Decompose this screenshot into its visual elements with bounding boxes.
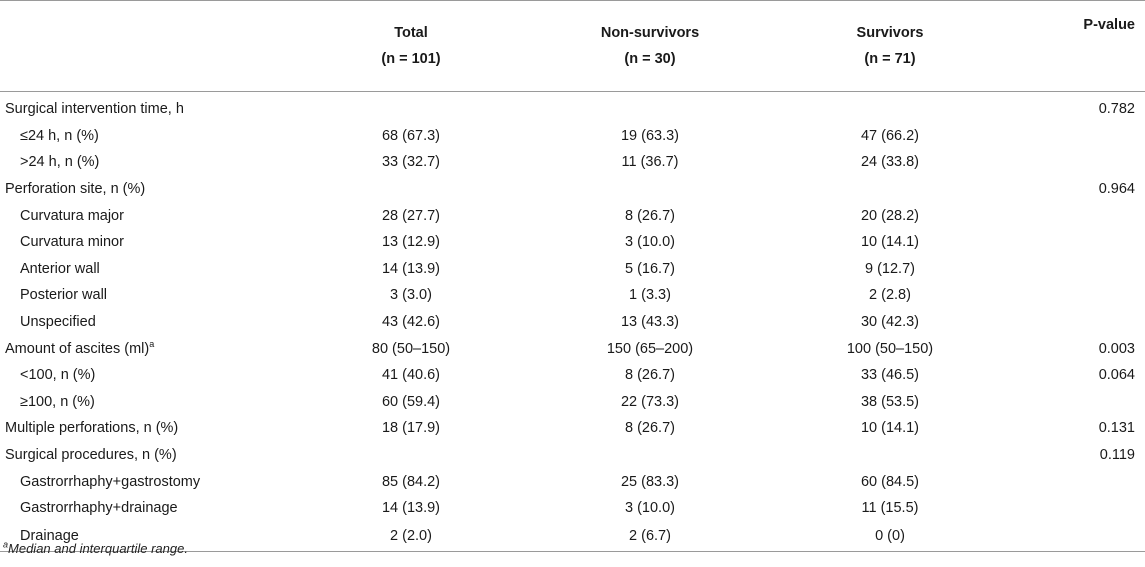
cell-total [292,256,530,283]
cell-total [292,282,530,309]
header-non-survivors [530,1,770,92]
cell-pvalue-text: 0.119 [1099,447,1135,464]
row-label [0,282,292,309]
cell-total [292,123,530,150]
cell-total-text: 60 (59.4) [381,393,441,410]
cell-total-text: 85 (84.2) [381,473,441,490]
cell-non-survivors [530,442,770,469]
cell-survivors [770,442,1010,469]
cell-survivors [770,202,1010,229]
cell-total-text: 43 (42.6) [381,314,441,331]
cell-pvalue [1010,468,1145,495]
row-label [0,202,292,229]
row-label-text: Curvatura minor [20,234,124,251]
cell-survivors-text: 30 (42.3) [860,314,920,331]
cell-total-text: 18 (17.9) [381,420,441,437]
table-row [0,309,1145,336]
table-row [0,256,1145,283]
table-row [0,282,1145,309]
cell-survivors-text: 24 (33.8) [860,154,920,171]
cell-survivors [770,149,1010,176]
cell-survivors-text: 9 (12.7) [865,260,915,277]
cell-survivors-text: 33 (46.5) [860,367,920,384]
cell-survivors [770,335,1010,362]
table-row [0,123,1145,150]
cell-total-text: 80 (50–150) [371,340,451,357]
row-label-text: ≥100, n (%) [20,393,95,410]
cell-non-survivors-text: 8 (26.7) [625,367,675,384]
row-label-text: Amount of ascites (ml) [5,340,150,357]
table-row [0,149,1145,176]
cell-non-survivors-text: 19 (63.3) [620,127,680,144]
cell-pvalue [1010,335,1145,362]
cell-pvalue [1010,389,1145,416]
cell-total [292,468,530,495]
cell-survivors-text: 11 (15.5) [861,500,919,517]
row-label-text: Gastrorrhaphy+drainage [20,500,178,517]
cell-non-survivors-text: 3 (10.0) [625,234,675,251]
row-label-text: <100, n (%) [20,367,96,384]
row-label-text: Surgical intervention time, h [5,101,184,118]
cell-survivors [770,229,1010,256]
cell-survivors-text: 0 (0) [875,528,905,544]
cell-non-survivors [530,389,770,416]
cell-survivors [770,468,1010,495]
cell-non-survivors [530,256,770,283]
cell-non-survivors-text: 8 (26.7) [625,420,675,437]
row-label-text: Perforation site, n (%) [5,181,146,198]
cell-total [292,202,530,229]
row-label [0,362,292,389]
cell-total-text: 28 (27.7) [381,207,441,224]
cell-pvalue [1010,229,1145,256]
row-label [0,176,292,203]
table-row [0,468,1145,495]
cell-survivors [770,123,1010,150]
cell-pvalue-text: 0.064 [1098,367,1135,384]
row-label-text: Curvatura major [20,207,124,224]
cell-non-survivors [530,495,770,522]
cell-pvalue [1010,362,1145,389]
row-label [0,229,292,256]
cell-pvalue [1010,309,1145,336]
table-row [0,92,1145,123]
cell-pvalue-text: 0.782 [1098,101,1135,118]
header-non-survivors-n: (n = 30) [624,51,676,67]
row-label-text: Anterior wall [20,260,100,277]
table-row [0,202,1145,229]
cell-pvalue [1010,176,1145,203]
cell-non-survivors-text: 5 (16.7) [625,260,675,277]
cell-survivors-text: 10 (14.1) [860,420,920,437]
cell-non-survivors [530,362,770,389]
cell-total-text: 2 (2.0) [390,528,432,544]
footnote-text: Median and interquartile range. [8,541,188,556]
cell-survivors-text: 60 (84.5) [860,473,920,490]
cell-survivors [770,495,1010,522]
row-label [0,149,292,176]
cell-total [292,229,530,256]
row-label-text: >24 h, n (%) [20,154,100,171]
header-survivors-label: Survivors [856,25,924,41]
row-label [0,335,292,362]
cell-non-survivors [530,229,770,256]
cell-survivors [770,309,1010,336]
cell-survivors-text: 47 (66.2) [860,127,920,144]
row-label [0,123,292,150]
table-row [0,176,1145,203]
row-label-footnote-mark: a [149,338,155,349]
table-row [0,229,1145,256]
cell-total [292,309,530,336]
table-row [0,389,1145,416]
cell-pvalue [1010,123,1145,150]
header-pvalue: P-value [1010,1,1145,92]
cell-non-survivors-text: 8 (26.7) [625,207,675,224]
cell-non-survivors [530,415,770,442]
row-label [0,389,292,416]
cell-survivors-text: 20 (28.2) [860,207,920,224]
cell-total-text: 14 (13.9) [381,500,441,517]
cell-survivors [770,415,1010,442]
cell-non-survivors-text: 11 (36.7) [621,154,679,171]
cell-total-text: 14 (13.9) [381,260,441,277]
header-total-n: (n = 101) [381,51,441,67]
row-label-text: Posterior wall [20,287,108,304]
cell-total [292,415,530,442]
cell-survivors [770,389,1010,416]
cell-total-text: 3 (3.0) [390,287,432,304]
cell-pvalue-text: 0.131 [1098,420,1135,437]
row-label [0,468,292,495]
cell-total [292,92,530,123]
cell-pvalue-text: 0.003 [1098,340,1135,357]
cell-pvalue [1010,282,1145,309]
cell-non-survivors [530,282,770,309]
cell-pvalue [1010,202,1145,229]
cell-total [292,149,530,176]
cell-pvalue [1010,256,1145,283]
cell-non-survivors-text: 3 (10.0) [625,500,675,517]
row-label-text: ≤24 h, n (%) [20,127,99,144]
row-label-text: Gastrorrhaphy+gastrostomy [20,473,201,490]
table-header [0,1,1145,92]
header-survivors [770,1,1010,92]
cell-non-survivors-text: 13 (43.3) [620,314,680,331]
cell-non-survivors-text: 1 (3.3) [629,287,671,304]
header-label-col [0,1,292,92]
cell-survivors [770,282,1010,309]
cell-survivors-text: 2 (2.8) [869,287,911,304]
cell-total-text: 68 (67.3) [381,127,441,144]
row-label-text: Surgical procedures, n (%) [5,447,177,464]
row-label [0,442,292,469]
table-row [0,495,1145,522]
cell-non-survivors-text: 22 (73.3) [620,393,680,410]
cell-pvalue [1010,415,1145,442]
table-row [0,335,1145,362]
cell-survivors [770,256,1010,283]
table-row [0,362,1145,389]
cell-total [292,176,530,203]
footnote-mark: a [3,539,9,550]
table-row [0,415,1145,442]
cell-survivors [770,522,1010,552]
cell-total [292,335,530,362]
cell-total [292,442,530,469]
cell-total-text: 13 (12.9) [381,234,441,251]
cell-total-text: 41 (40.6) [381,367,441,384]
header-total-label: Total [394,25,428,41]
cell-non-survivors-text: 25 (83.3) [620,473,680,490]
cell-non-survivors [530,123,770,150]
cell-non-survivors-text: 2 (6.7) [629,528,671,544]
cell-non-survivors [530,176,770,203]
header-survivors-n: (n = 71) [864,51,916,67]
cell-total [292,362,530,389]
cell-non-survivors [530,468,770,495]
table-row [0,442,1145,469]
cell-total [292,389,530,416]
cell-non-survivors [530,149,770,176]
cell-non-survivors [530,335,770,362]
table-footnote [3,541,188,556]
cell-pvalue [1010,442,1145,469]
cell-total [292,522,530,552]
cell-survivors [770,362,1010,389]
cell-non-survivors [530,522,770,552]
cell-total-text: 33 (32.7) [381,154,441,171]
cell-non-survivors [530,202,770,229]
cell-pvalue [1010,495,1145,522]
cell-non-survivors [530,309,770,336]
cell-survivors [770,176,1010,203]
cell-pvalue-text: 0.964 [1098,181,1135,198]
row-label-text: Drainage [20,528,79,544]
header-total [292,1,530,92]
cell-pvalue [1010,92,1145,123]
row-label [0,415,292,442]
cell-survivors-text: 10 (14.1) [860,234,920,251]
row-label [0,256,292,283]
row-label [0,309,292,336]
row-label-text: Unspecified [20,314,96,331]
cell-non-survivors [530,92,770,123]
table-body [0,92,1145,552]
cell-pvalue [1010,149,1145,176]
header-non-survivors-label: Non-survivors [600,25,700,41]
cell-survivors-text: 100 (50–150) [846,340,934,357]
row-label-text: Multiple perforations, n (%) [5,420,179,437]
cell-survivors-text: 38 (53.5) [860,393,920,410]
cell-total [292,495,530,522]
cell-survivors [770,92,1010,123]
row-label [0,495,292,522]
cell-non-survivors-text: 150 (65–200) [606,340,694,357]
row-label [0,92,292,123]
cell-pvalue [1010,522,1145,552]
